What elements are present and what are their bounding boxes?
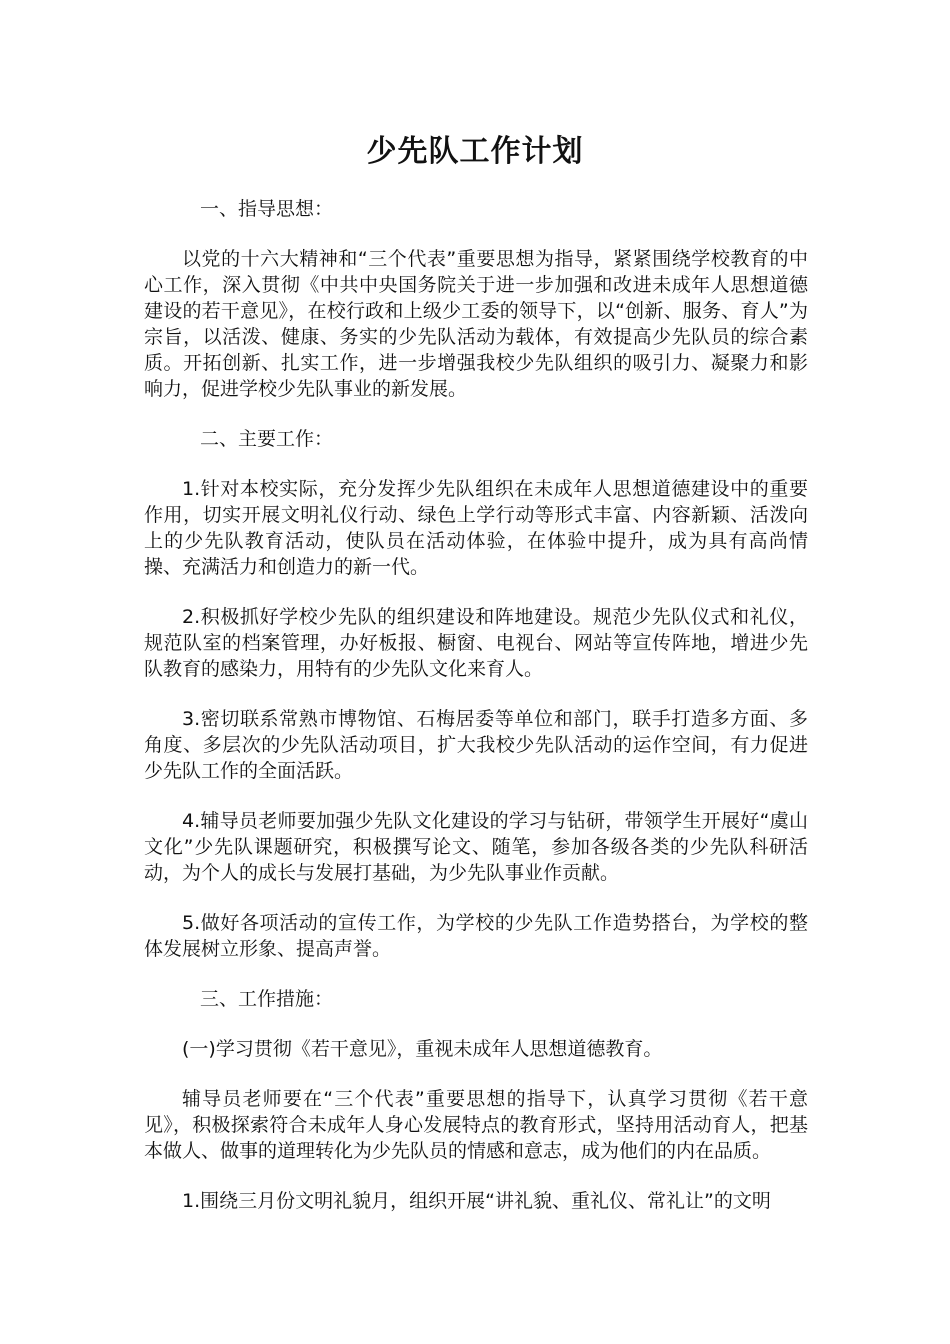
document-body (144, 196, 808, 1214)
section-heading-main-work: 二、主要工作： (200, 428, 334, 450)
paragraph-main-work-2: 2.积极抓好学校少先队的组织建设和阵地建设。规范少先队仪式和礼仪，规范队室的档案管理，办好板报、橱窗、电视台、网站等宣传阵地，增进少先队教育的感染力，用特有的少先队文化来育人。 (144, 606, 808, 680)
paragraph-main-work-4: 4.辅导员老师要加强少先队文化建设的学习与钻研，带领学生开展好“虞山文化”少先队课题研究，积极撰写论文、随笔，参加各级各类的少先队科研活动，为个人的成长与发展打基础，为少先队事业作贡献。 (144, 810, 808, 884)
section-heading-work-measures: 三、工作措施： (200, 988, 334, 1010)
paragraph-measure-subheading-1: (一)学习贯彻《若干意见》，重视未成年人思想道德教育。 (182, 1038, 663, 1060)
document-title: 少先队工作计划 (366, 134, 584, 169)
paragraph-guiding-ideology: 以党的十六大精神和“三个代表”重要思想为指导，紧紧围绕学校教育的中心工作，深入贯彻《中共中央国务院关于进一步加强和改进未成年人思想道德建设的若干意见》，在校行政和上级少工委的领导下，以“创新、服务、育人”为宗旨，以活泼、健康、务实的少先队活动为载体，有效提高少先队员的综合素质。开拓创新、扎实工作，进一步增强我校少先队组织的吸引力、凝聚力和影响力，促进学校少先队事业的新发展。 (144, 248, 808, 400)
paragraph-measure-1-item-1: 1.围绕三月份文明礼貌月，组织开展“讲礼貌、重礼仪、常礼让”的文明 (182, 1190, 771, 1212)
paragraph-main-work-1: 1.针对本校实际，充分发挥少先队组织在未成年人思想道德建设中的重要作用，切实开展文明礼仪行动、绿色上学行动等形式丰富、内容新颖、活泼向上的少先队教育活动，使队员在活动体验，在体验中提升，成为具有高尚情操、充满活力和创造力的新一代。 (144, 478, 808, 578)
paragraph-main-work-3: 3.密切联系常熟市博物馆、石梅居委等单位和部门，联手打造多方面、多角度、多层次的少先队活动项目，扩大我校少先队活动的运作空间，有力促进少先队工作的全面活跃。 (144, 708, 808, 782)
paragraph-measure-1-body: 辅导员老师要在“三个代表”重要思想的指导下，认真学习贯彻《若干意见》，积极探索符合未成年人身心发展特点的教育形式，坚持用活动育人，把基本做人、做事的道理转化为少先队员的情感和意志，成为他们的内在品质。 (144, 1088, 808, 1162)
paragraph-main-work-5: 5.做好各项活动的宣传工作，为学校的少先队工作造势搭台，为学校的整体发展树立形象、提高声誉。 (144, 912, 808, 960)
section-heading-guiding-ideology: 一、指导思想： (200, 198, 334, 220)
